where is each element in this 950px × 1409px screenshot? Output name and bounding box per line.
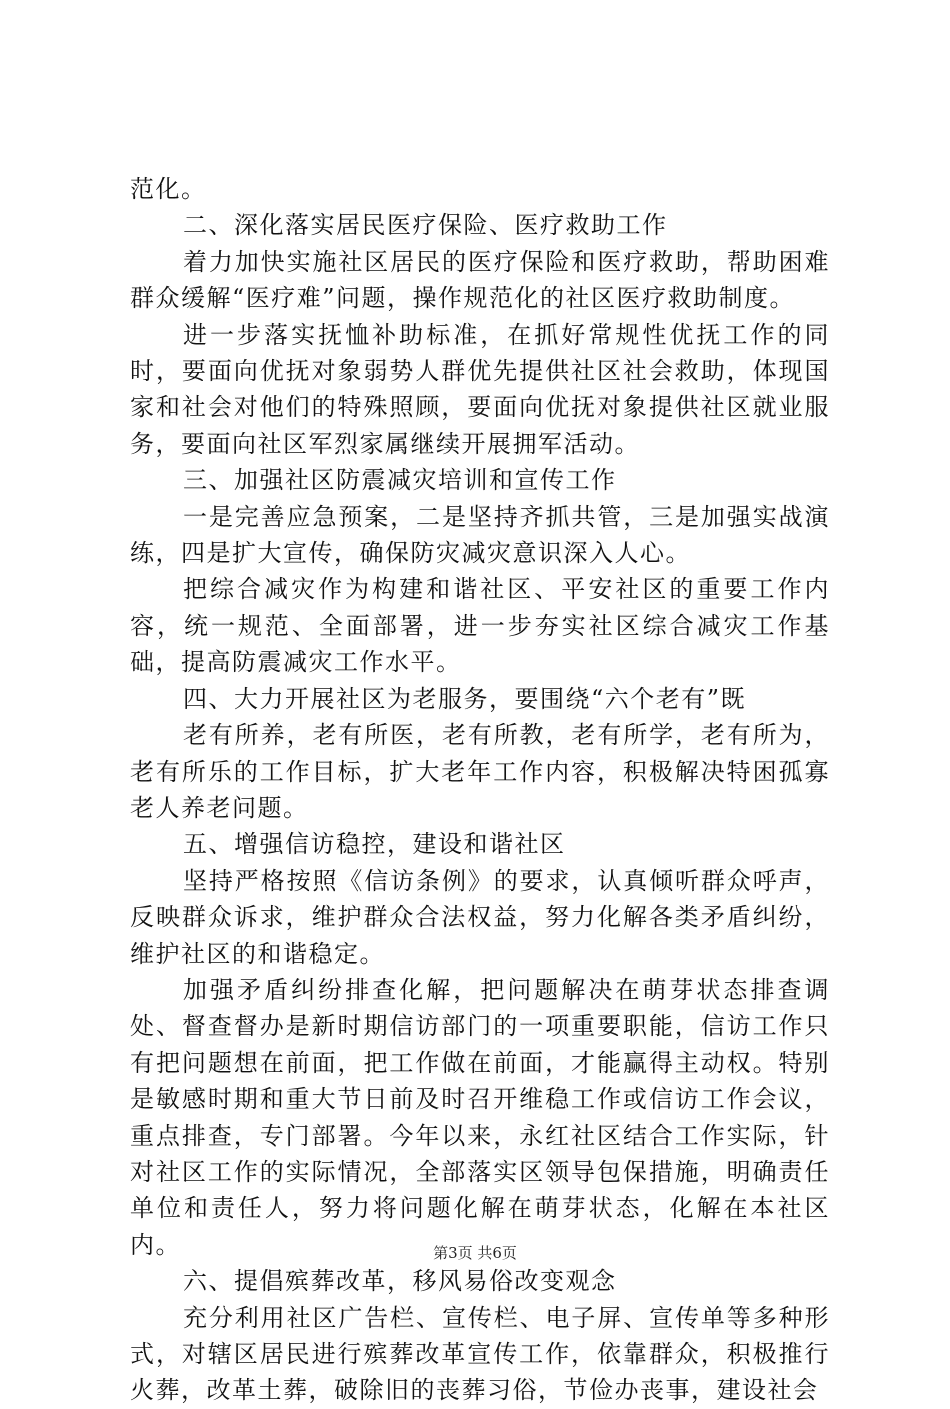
section-heading-4: 四、大力开展社区为老服务，要围绕“六个老有”既 xyxy=(183,684,747,713)
paragraph: 充分利用社区广告栏、宣传栏、电子屏、宣传单等多种形式，对辖区居民进行殡葬改革宣传工作，依靠群众，积极推行火葬，改革土葬，破除旧的丧葬习俗，节俭办丧事，建设社会 xyxy=(130,1303,830,1405)
paragraph: 把综合减灾作为构建和谐社区、平安社区的重要工作内容，统一规范、全面部署，进一步夯实社区综合减灾工作基础，提高防震减灾工作水平。 xyxy=(130,575,830,677)
section-heading-3: 三、加强社区防震减灾培训和宣传工作 xyxy=(183,466,617,495)
paragraph: 坚持严格按照《信访条例》的要求，认真倾听群众呼声，反映群众诉求，维护群众合法权益，努力化解各类矛盾纠纷，维护社区的和谐稳定。 xyxy=(130,866,830,968)
paragraph: 加强矛盾纠纷排查化解，把问题解决在萌芽状态排查调处、督查督办是新时期信访部门的一项重要职能，信访工作只有把问题想在前面，把工作做在前面，才能赢得主动权。特别是敏感时期和重大节日前及时召开维稳工作或信访工作会议，重点排查，专门部署。今年以来，永红社区结合工作实际，针对社区工作的实际情况，全部落实区领导包保措施，明确责任单位和责任人，努力将问题化解在萌芽状态，化解在本社区内。 xyxy=(130,975,830,1259)
document-body xyxy=(130,171,830,1409)
section-heading-6: 六、提倡殡葬改革，移风易俗改变观念 xyxy=(183,1267,617,1296)
paragraph: 一是完善应急预案，二是坚持齐抓共管，三是加强实战演练，四是扩大宣传，确保防灾减灾意识深入人心。 xyxy=(130,502,830,568)
paragraph-continuation: 范化。 xyxy=(130,175,207,203)
section-heading-2: 二、深化落实居民医疗保险、医疗救助工作 xyxy=(183,211,668,240)
paragraph: 着力加快实施社区居民的医疗保险和医疗救助，帮助困难群众缓解“医疗难”问题，操作规范化的社区医疗救助制度。 xyxy=(130,247,830,313)
page-number-footer: 第3页 共6页 xyxy=(433,1244,517,1262)
paragraph: 老有所养，老有所医，老有所教，老有所学，老有所为，老有所乐的工作目标，扩大老年工作内容，积极解决特困孤寡老人养老问题。 xyxy=(130,721,830,822)
section-heading-5: 五、增强信访稳控，建设和谐社区 xyxy=(183,830,566,859)
paragraph: 进一步落实抚恤补助标准，在抓好常规性优抚工作的同时，要面向优抚对象弱势人群优先提供社区社会救助，体现国家和社会对他们的特殊照顾，要面向优抚对象提供社区就业服务，要面向社区军烈家属继续开展拥军活动。 xyxy=(130,320,830,458)
